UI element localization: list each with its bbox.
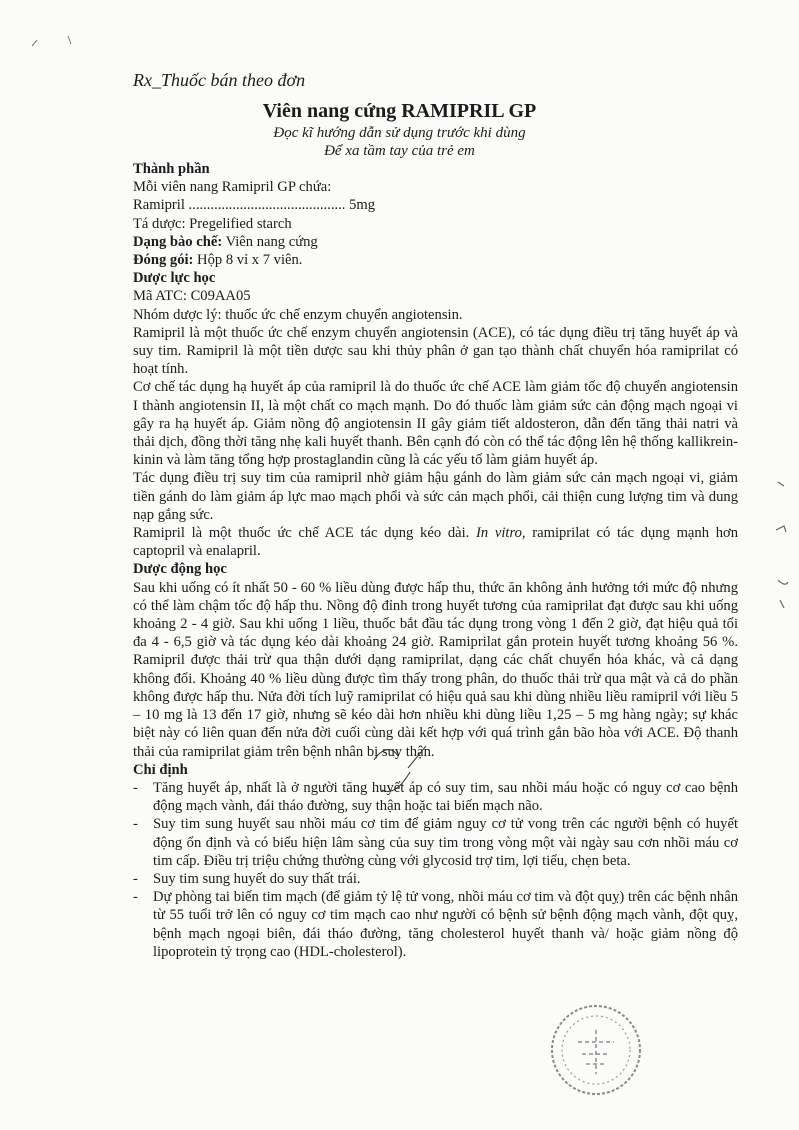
pharmacodynamics-paragraph-3: Tác dụng điều trị suy tim của ramipril nhờ giảm hậu gánh do làm giảm sức cản mạch ngoại vi, giảm tiền gánh do làm giảm áp lực mao mạch phổi và sức cản mạch phổi, cải thiện cung lượng tim và dung nạp gắng sức. bbox=[133, 470, 738, 523]
pharmacokinetics-heading: Dược động học bbox=[133, 561, 227, 578]
dosage-form-line bbox=[133, 233, 738, 251]
list-item: - Tăng huyết áp, nhất là ở người tăng huyết áp có suy tim, sau nhồi máu hoặc có nguy cơ cao bệnh động mạch vành, đái tháo đường, suy thận hoặc tai biến mạch não. bbox=[133, 779, 738, 815]
p4-text-start: Ramipril là một thuốc ức chế ACE tác dụng kéo dài. bbox=[133, 525, 477, 542]
pharmacodynamics-paragraph-1: Ramipril là một thuốc ức chế enzym chuyển angiotensin (ACE), có tác dụng điều trị tăng huyết áp và suy tim. Ramipril là một tiền dược sau khi thủy phân ở gan tạo thành chất chuyển hóa ramiprilat có hoạt tính. bbox=[133, 324, 738, 378]
list-item: - Dự phòng tai biến tim mạch (để giảm tỷ lệ tử vong, nhồi máu cơ tim và đột quỵ) trên các bệnh nhân từ 55 tuổi trở lên có nguy cơ tim mạch cao như người có bệnh sử bệnh động mạch vành, đột quỵ, bệnh mạch ngoại biên, đái tháo đường, tăng cholesterol huyết thanh và/ hoặc giảm nồng độ lipoprotein tỷ trọng cao (HDL-cholesterol). bbox=[133, 888, 738, 961]
packaging-line bbox=[133, 251, 738, 269]
list-item: - Suy tim sung huyết sau nhồi máu cơ tim để giảm nguy cơ tử vong trên các người bệnh có huyết động ổn định và có biểu hiện lâm sàng của suy tim trong vòng một vài ngày sau cơn nhồi máu cơ tim cấp. Điều trị triệu chứng thường cùng với glycosid trợ tim, lợi tiểu, chẹn beta. bbox=[133, 815, 738, 870]
handwritten-mark bbox=[368, 738, 438, 808]
packaging-value: Hộp 8 vỉ x 7 viên. bbox=[193, 252, 303, 269]
list-item: - Suy tim sung huyết do suy thất trái. bbox=[133, 870, 738, 888]
document-title: Viên nang cứng RAMIPRIL GP bbox=[262, 100, 537, 122]
pharmacodynamics-paragraph-2: Cơ chế tác dụng hạ huyết áp của ramipril là do thuốc ức chế ACE làm giảm tốc độ chuyển angiotensin I thành angiotensin II, là một chất co mạch mạnh. Do đó thuốc làm giảm sức cản động mạch ngoại vi gây ra hạ huyết áp. Giảm nồng độ angiotensin II gây giảm tiết aldosteron, dẫn đến tăng thải natri và thải dịch, đồng thời tăng nhẹ kali huyết thanh. Bên cạnh đó còn có thể tác động lên hệ thống kallikrein-kinin và làm tăng tổng hợp prostaglandin cũng là các yếu tố làm giảm huyết áp. bbox=[133, 379, 738, 469]
scan-mark-top-left bbox=[28, 32, 78, 52]
rx-label: Rx_Thuốc bán theo đơn bbox=[133, 70, 306, 90]
dosage-form-value: Viên nang cứng bbox=[222, 233, 318, 250]
pharmacokinetics-paragraph: Sau khi uống có ít nhất 50 - 60 % liều dùng được hấp thu, thức ăn không ảnh hưởng tới mức độ nhưng có thể làm chậm tốc độ hấp thu. Nồng độ đỉnh trong huyết tương của ramiprilat đạt được sau khi uống khoảng 2 - 4 giờ. Sau khi uống 1 liều, thuốc bắt đầu tác dụng trong vòng 1 đến 2 giờ, đạt hiệu quả tối đa 4 - 6,5 giờ và tác dụng kéo dài khoảng 24 giờ. Ramiprilat gắn protein huyết tương khoảng 56 %. Ramipril được thải trừ qua thận dưới dạng ramiprilat, dạng các chất chuyển hóa khác, và cả dạng không đổi. Khoảng 40 % liều dùng được tìm thấy trong phân, do thuốc thải trừ qua mật và cả do phần không được hấp thu. Nửa đời tích luỹ ramiprilat có hiệu quả sau khi dùng nhiều liều ramipril với liều 5 – 10 mg là 13 đến 17 giờ, nhưng sẽ kéo dài hơn nhiều khi dùng liều 1,25 – 5 mg hàng ngày; sự khác biệt này có liên quan đến nửa đời cuối cùng dài kết hợp với quá trình gắn bão hòa với ACE. Độ thanh thải của ramiprilat giảm trên bệnh nhân bị suy thận. bbox=[133, 579, 738, 760]
composition-intro: Mỗi viên nang Ramipril GP chứa: bbox=[133, 179, 332, 196]
seal-stamp-icon bbox=[548, 1002, 644, 1098]
dosage-form-label: Dạng bào chế: bbox=[133, 233, 223, 250]
composition-ingredient: Ramipril ........................................... 5mg bbox=[133, 197, 376, 214]
pharmacological-group: Nhóm dược lý: thuốc ức chế enzym chuyển angiotensin. bbox=[133, 306, 463, 323]
packaging-label: Đóng gói: bbox=[133, 252, 194, 269]
p4-text-end: , ramiprilat có tác dụng mạnh hơn captopril và enalapril. bbox=[133, 525, 738, 560]
indications-heading: Chỉ định bbox=[133, 761, 188, 778]
atc-code: Mã ATC: C09AA05 bbox=[133, 288, 251, 305]
composition-excipient: Tá dược: Pregelified starch bbox=[133, 215, 292, 232]
subtitle-children-warning: Để xa tầm tay của trẻ em bbox=[324, 143, 475, 159]
pharmacodynamics-heading: Dược lực học bbox=[133, 270, 216, 287]
document-body bbox=[133, 160, 738, 961]
pharmacodynamics-paragraph-4 bbox=[133, 524, 738, 560]
composition-heading: Thành phần bbox=[133, 161, 210, 177]
p4-in-vitro: In vitro bbox=[476, 525, 522, 542]
margin-mark bbox=[772, 470, 796, 620]
subtitle-instructions: Đọc kĩ hướng dẫn sử dụng trước khi dùng bbox=[273, 125, 526, 141]
